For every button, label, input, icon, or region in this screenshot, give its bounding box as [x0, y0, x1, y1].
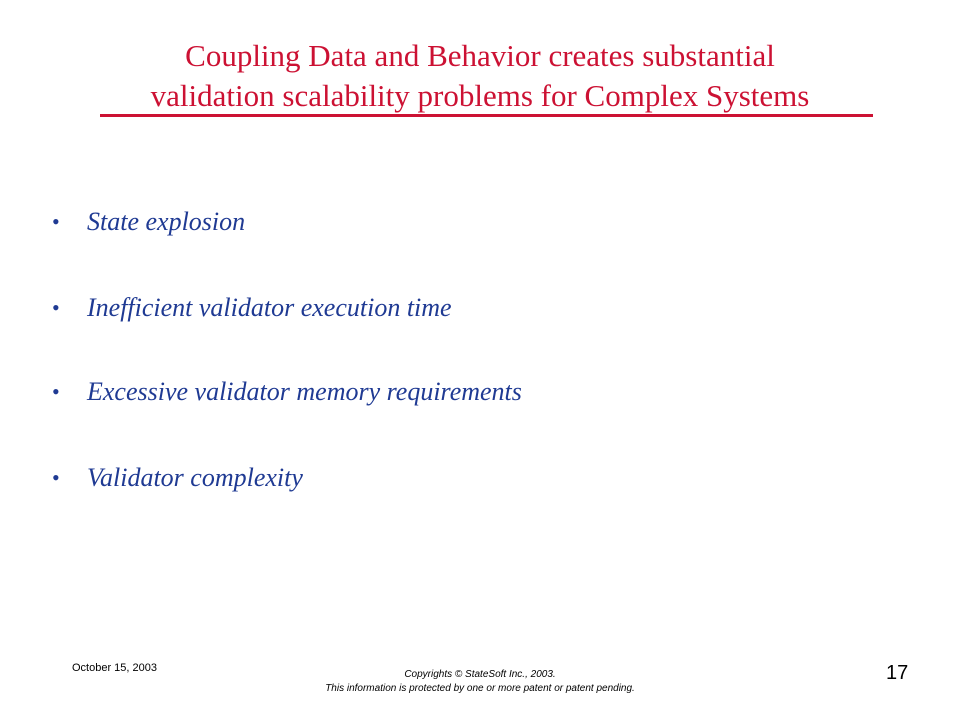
title-line-2: validation scalability problems for Complex Systems: [150, 78, 810, 113]
bullet-icon: •: [52, 209, 60, 234]
bullet-text: Inefficient validator execution time: [87, 293, 452, 322]
footer-copyright-block: [250, 668, 710, 696]
footer-copyright: Copyrights © StateSoft Inc., 2003.: [404, 669, 556, 680]
title-underline: [100, 114, 873, 117]
slide-title: [60, 36, 900, 116]
bullet-item: [52, 286, 912, 330]
bullet-item: [52, 370, 912, 414]
bullet-icon: •: [52, 379, 60, 404]
bullet-item: [52, 200, 912, 244]
footer-patent-notice: This information is protected by one or more patent or patent pending.: [325, 683, 635, 694]
bullet-item: [52, 456, 912, 500]
bullet-text: Excessive validator memory requirements: [87, 377, 522, 406]
bullet-icon: •: [52, 465, 60, 490]
bullet-text: State explosion: [87, 207, 246, 236]
bullet-icon: •: [52, 295, 60, 320]
footer-date: October 15, 2003: [72, 662, 158, 674]
title-line-1: Coupling Data and Behavior creates substantial: [185, 38, 775, 73]
page-number: 17: [886, 662, 909, 684]
bullet-text: Validator complexity: [87, 463, 303, 492]
